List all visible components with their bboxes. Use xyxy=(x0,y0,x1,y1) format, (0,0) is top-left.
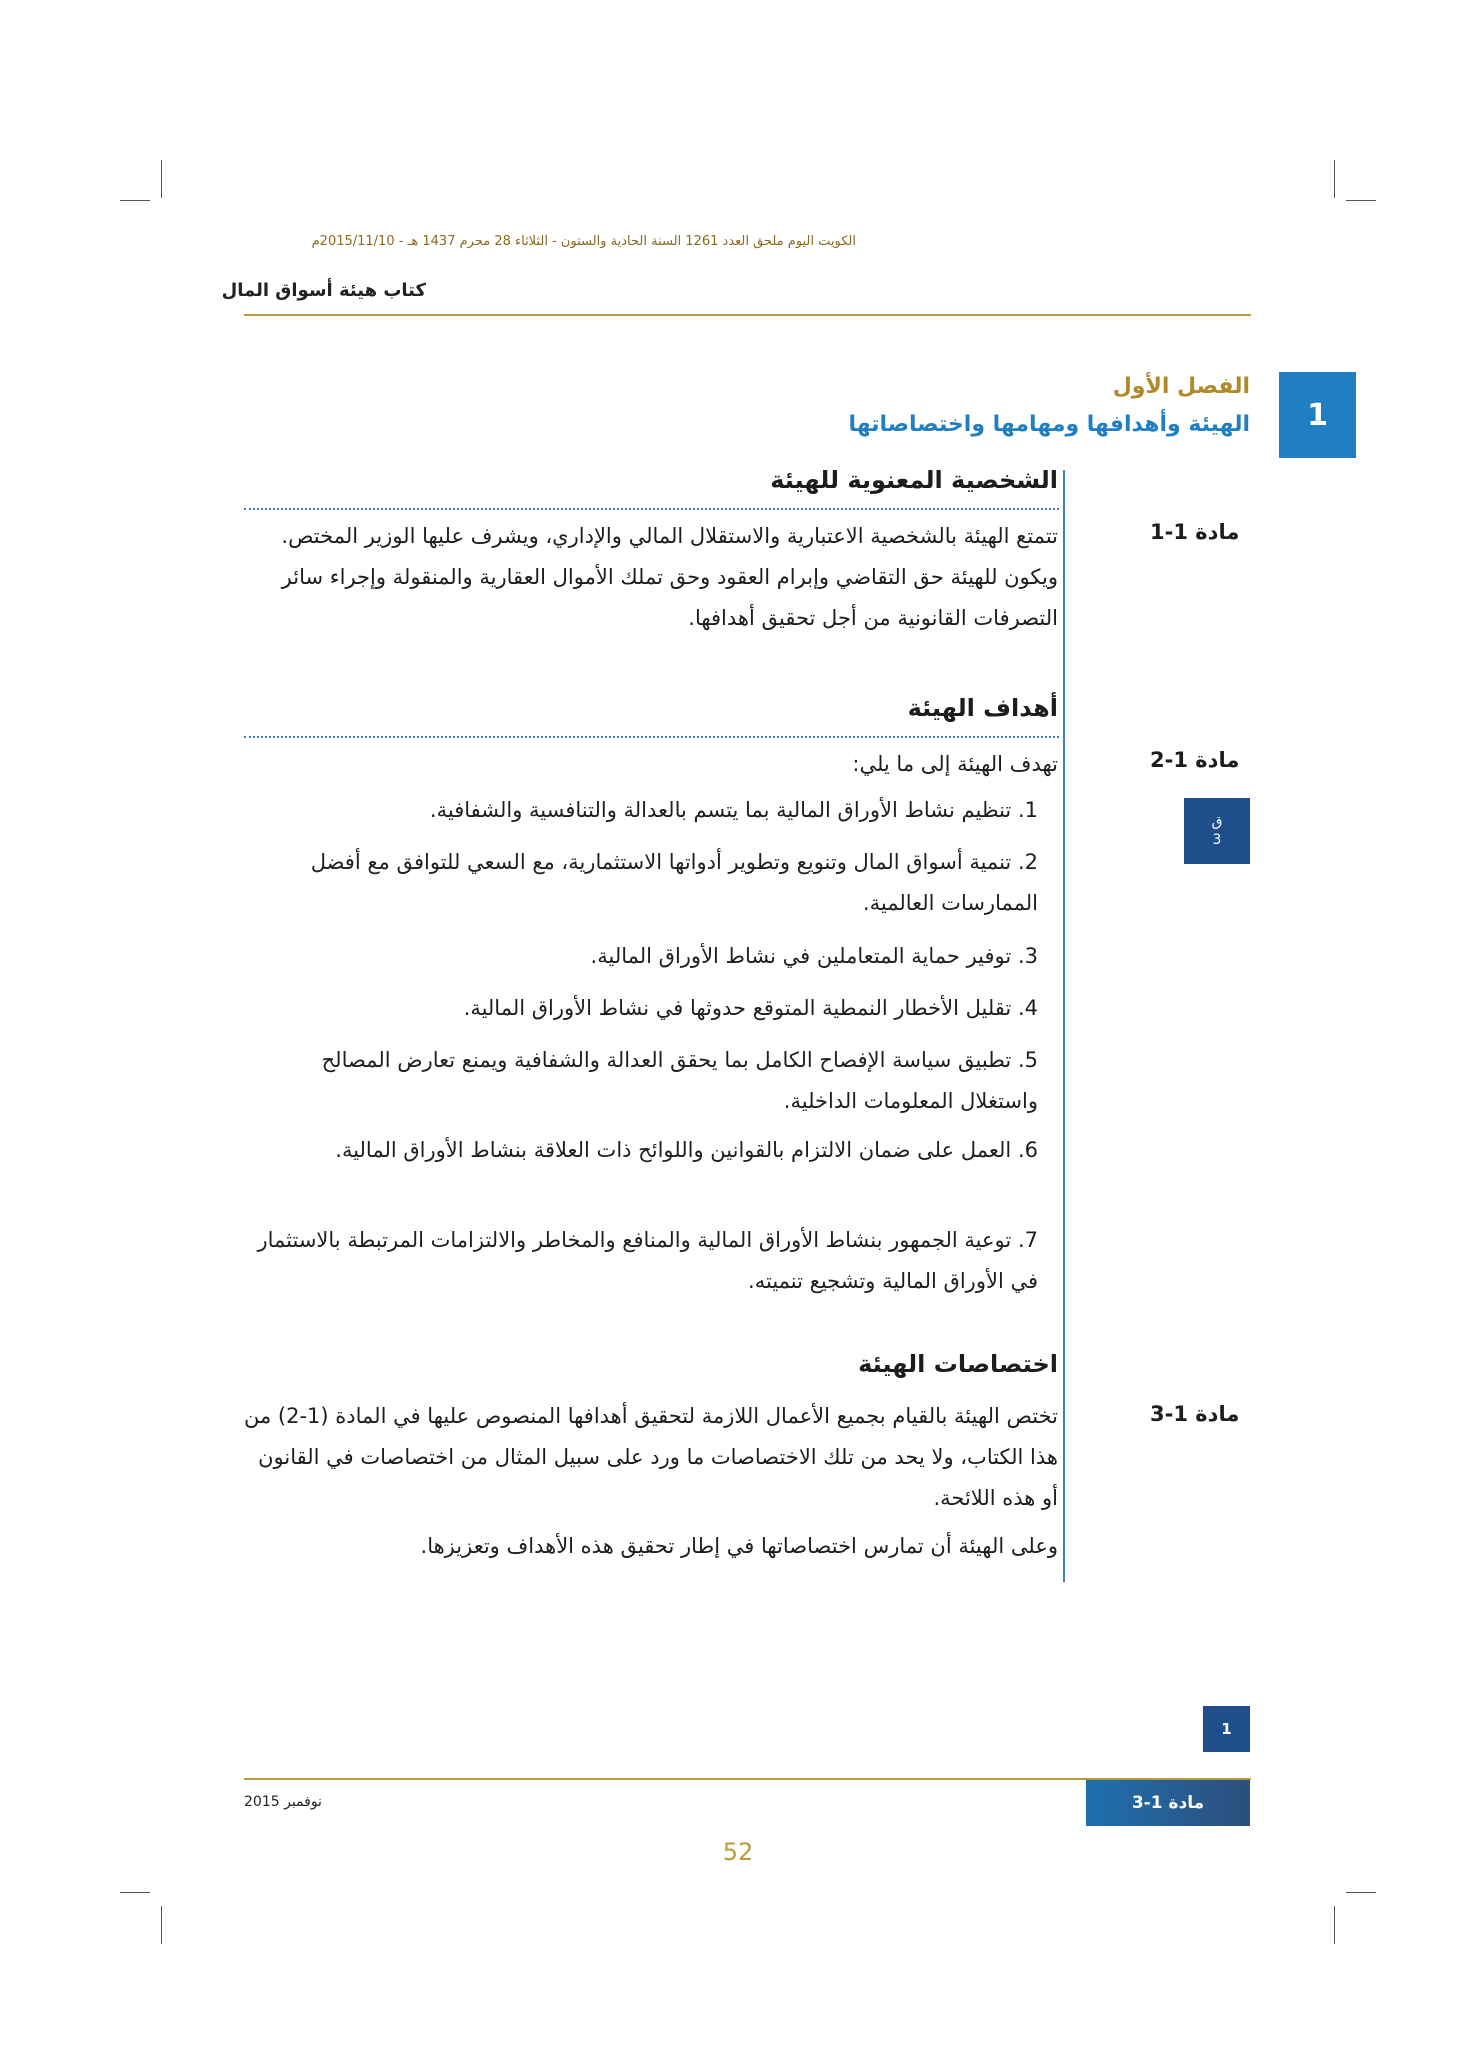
list-item-number: 4. xyxy=(1017,996,1038,1020)
header-divider xyxy=(244,314,1251,316)
list-item-number: 5. xyxy=(1017,1048,1038,1072)
list-item-text: تطبيق سياسة الإفصاح الكامل بما يحقق العدالة والشفافية ويمنع تعارض المصالح واستغلال المعلومات الداخلية. xyxy=(321,1048,1038,1113)
list-item-number: 2. xyxy=(1017,850,1038,874)
article-paragraph xyxy=(243,516,1058,639)
list-item-number: 3. xyxy=(1017,944,1038,968)
reference-box xyxy=(1184,798,1250,864)
article-paragraph xyxy=(243,1396,1058,1519)
list-item xyxy=(243,1130,1038,1171)
article-label: مادة 1-3 xyxy=(1150,1402,1240,1426)
article-label: مادة 1-2 xyxy=(1150,748,1240,772)
list-item-number: 6. xyxy=(1017,1138,1038,1162)
reference-line: ق xyxy=(1211,814,1223,830)
page-number: 52 xyxy=(722,1838,754,1866)
paragraph-text: تهدف الهيئة إلى ما يلي: xyxy=(852,752,1058,776)
gazette-header: الكويت اليوم ملحق العدد 1261 السنة الحادية والستون - الثلاثاء 28 محرم 1437 هـ - 2015/11/10م xyxy=(311,234,856,249)
list-item-text: تنظيم نشاط الأوراق المالية بما يتسم بالعدالة والتنافسية والشفافية. xyxy=(429,798,1012,822)
section-divider xyxy=(244,736,1059,738)
crop-mark xyxy=(1346,200,1376,201)
crop-mark xyxy=(1334,1906,1335,1944)
list-item-text: توعية الجمهور بنشاط الأوراق المالية والمنافع والمخاطر والالتزامات المرتبطة بالاستثمار في الأوراق المالية وتشجيع تنميته. xyxy=(257,1228,1038,1293)
crop-mark xyxy=(161,1906,162,1944)
crop-mark xyxy=(161,160,162,198)
paragraph-text: تتمتع الهيئة بالشخصية الاعتبارية والاستقلال المالي والإداري، ويشرف عليها الوزير المختص. ويكون للهيئة حق التقاضي وإبرام العقود وحق تملك الأموال العقارية والمنقولة وإجراء سائر التصرفات القانونية من أجل تحقيق أهدافها. xyxy=(281,524,1058,630)
reference-line: 3 xyxy=(1212,832,1222,848)
list-item xyxy=(243,988,1038,1029)
chapter-title: الهيئة وأهدافها ومهامها واختصاصاتها xyxy=(848,412,1250,437)
list-item-text: تنمية أسواق المال وتنويع وتطوير أدواتها الاستثمارية، مع السعي للتوافق مع أفضل الممارسات العالمية. xyxy=(310,850,1038,915)
list-item-number: 7. xyxy=(1017,1228,1038,1252)
book-title: كتاب هيئة أسواق المال xyxy=(221,280,426,301)
paragraph-text: وعلى الهيئة أن تمارس اختصاصاتها في إطار تحقيق هذه الأهداف وتعزيزها. xyxy=(420,1534,1058,1558)
footer-article-tab: مادة 1-3 xyxy=(1086,1780,1250,1826)
list-item-text: تقليل الأخطار النمطية المتوقع حدوثها في نشاط الأوراق المالية. xyxy=(463,996,1012,1020)
crop-mark xyxy=(1334,160,1335,198)
chapter-kicker: الفصل الأول xyxy=(1112,374,1250,399)
section-heading: أهداف الهيئة xyxy=(907,694,1058,722)
section-heading: اختصاصات الهيئة xyxy=(858,1350,1058,1378)
list-item xyxy=(243,842,1038,924)
section-heading: الشخصية المعنوية للهيئة xyxy=(770,466,1058,494)
footer-date: نوفمبر 2015 xyxy=(244,1794,322,1810)
list-item xyxy=(243,1040,1038,1122)
article-paragraph xyxy=(243,1526,1058,1567)
section-divider xyxy=(244,508,1059,510)
list-item-text: العمل على ضمان الالتزام بالقوانين واللوائح ذات العلاقة بنشاط الأوراق المالية. xyxy=(335,1138,1012,1162)
paragraph-text: تختص الهيئة بالقيام بجميع الأعمال اللازمة لتحقيق أهدافها المنصوص عليها في المادة (1-2) من هذا الكتاب، ولا يحد من تلك الاختصاصات ما ورد على سبيل المثال من اختصاصات في القانون أو هذه اللائحة. xyxy=(243,1404,1058,1510)
crop-mark xyxy=(1346,1892,1376,1893)
article-intro xyxy=(243,744,1058,785)
list-item-number: 1. xyxy=(1017,798,1038,822)
page-chip: 1 xyxy=(1203,1706,1250,1752)
content-vertical-rule xyxy=(1063,470,1065,1582)
article-label: مادة 1-1 xyxy=(1150,520,1240,544)
list-item-text: توفير حماية المتعاملين في نشاط الأوراق المالية. xyxy=(590,944,1012,968)
crop-mark xyxy=(120,1892,150,1893)
list-item xyxy=(243,1220,1038,1302)
crop-mark xyxy=(120,200,150,201)
list-item xyxy=(243,936,1038,977)
list-item xyxy=(243,790,1038,831)
chapter-number-badge: 1 xyxy=(1279,372,1356,458)
